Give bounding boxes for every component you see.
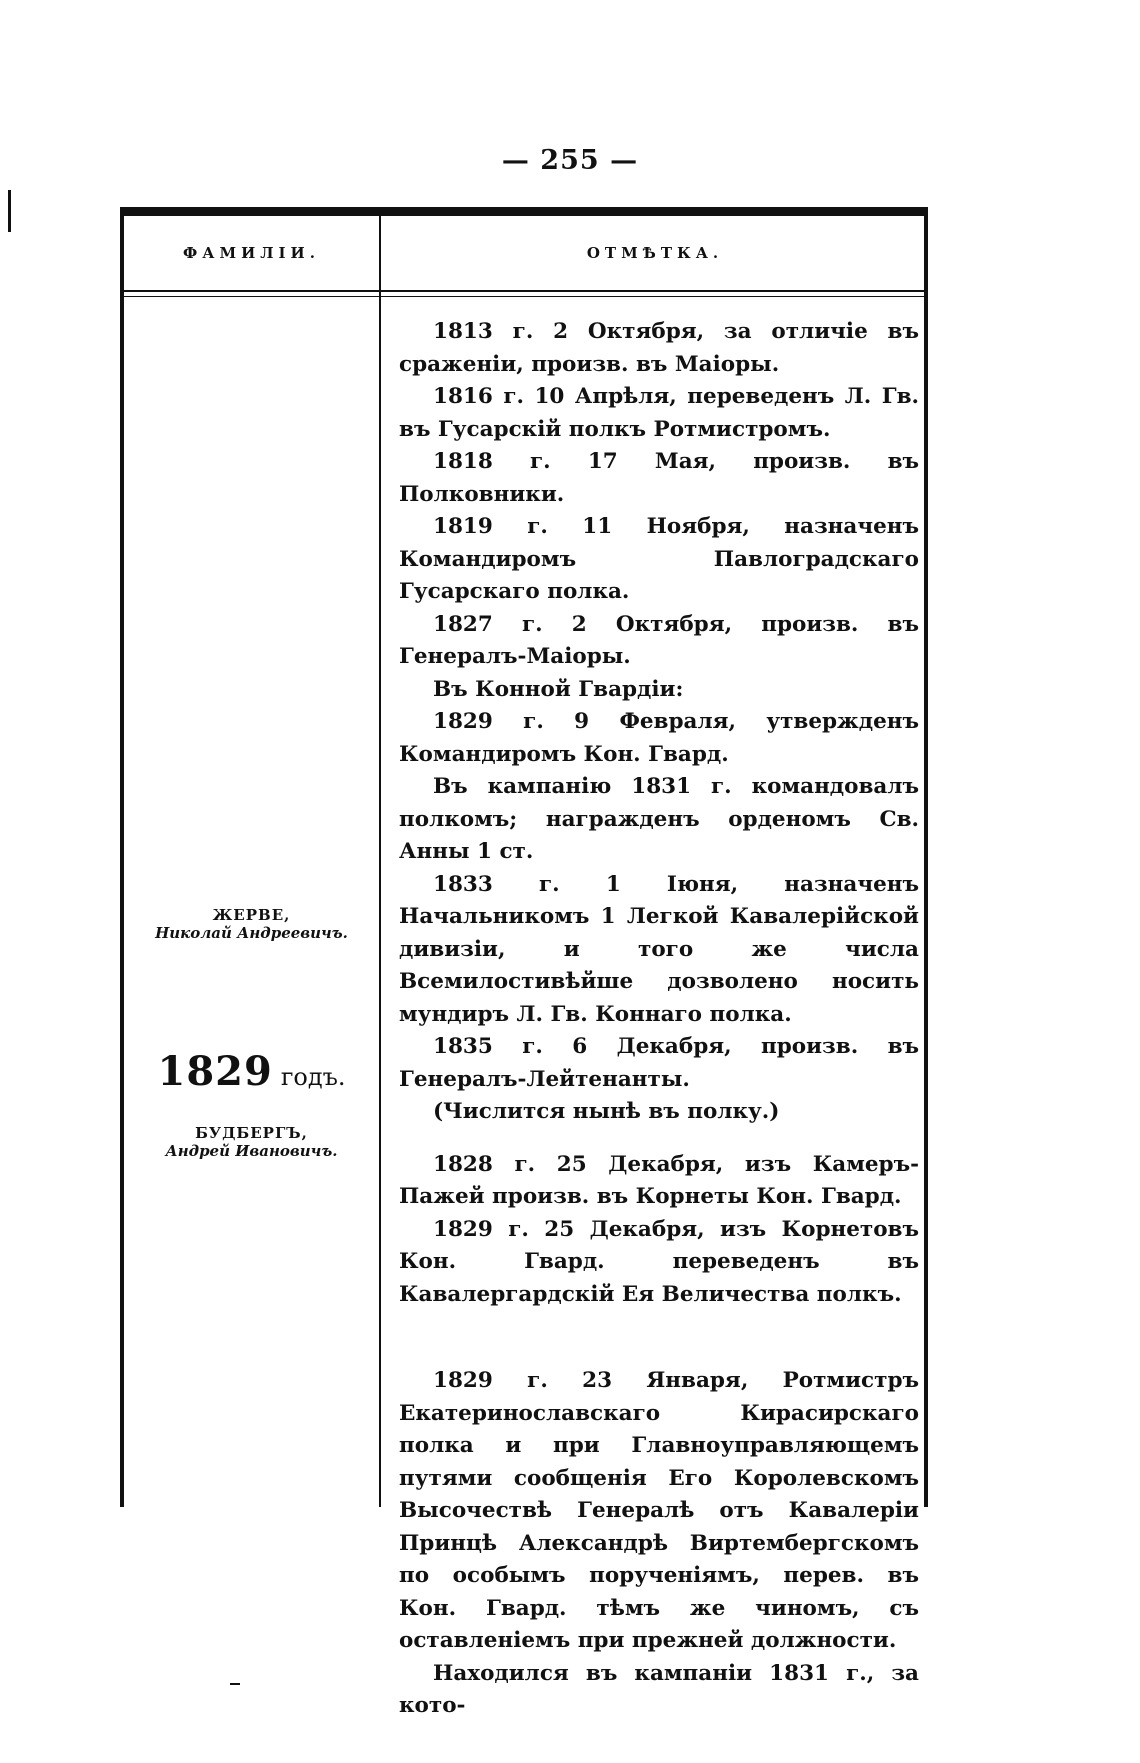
note-paragraph: 1833 г. 1 Іюня, назначенъ Начальникомъ 1 Легкой Кавалерійской дивизіи, и того же числа Всемилостивѣйше дозволено носить мундиръ Л. Гв. Коннаго полка. <box>399 871 919 1027</box>
entry-notes-2 <box>399 1149 919 1312</box>
page-number: — 255 — <box>501 145 639 176</box>
entry-notes-3 <box>399 1365 919 1723</box>
year-word: годъ. <box>280 1063 346 1091</box>
note-paragraph: 1829 г. 25 Декабря, изъ Корнетовъ Кон. Гвард. переведенъ въ Кавалергардскій Ея Величества полкъ. <box>399 1216 919 1307</box>
note-paragraph: 1829 г. 9 Февраля, утвержденъ Командиромъ Кон. Гвард. <box>399 709 919 767</box>
surname: БУДБЕРГЪ, <box>195 1124 308 1142</box>
given-name: Андрей Ивановичъ. <box>165 1142 338 1160</box>
note-paragraph: 1816 г. 10 Апрѣля, переведенъ Л. Гв. въ Гусарскій полкъ Ротмистромъ. <box>399 384 919 442</box>
note-paragraph: 1835 г. 6 Декабря, произв. въ Генералъ-Лейтенанты. <box>399 1034 919 1092</box>
note-paragraph: Находился въ кампаніи 1831 г., за кото- <box>399 1660 919 1718</box>
scan-mark <box>230 1683 240 1685</box>
note-paragraph: 1819 г. 11 Ноября, назначенъ Командиромъ Павлоградскаго Гусарскаго полка. <box>399 514 919 604</box>
note-paragraph: 1813 г. 2 Октября, за отличіе въ сраженіи, произв. въ Маіоры. <box>399 319 919 377</box>
surname: ЖЕРВЕ, <box>212 906 291 924</box>
notes-column <box>399 316 919 1723</box>
given-name: Николай Андреевичъ. <box>155 924 348 942</box>
header-surnames: ФАМИЛІИ. <box>183 244 320 262</box>
year-heading <box>124 1048 379 1095</box>
note-paragraph: 1818 г. 17 Мая, произв. въ Полковники. <box>399 449 919 507</box>
scan-mark <box>8 190 11 232</box>
note-paragraph: Въ Конной Гвардіи: <box>433 676 684 702</box>
header-notes: ОТМѢТКА. <box>586 244 724 262</box>
entry-notes-1 <box>399 316 919 1129</box>
entry-name-budberg <box>124 1124 379 1160</box>
entry-name-zherve <box>124 906 379 942</box>
note-paragraph: Въ кампанію 1831 г. командовалъ полкомъ; награжденъ орденомъ Св. Анны 1 ст. <box>399 774 919 864</box>
note-paragraph: 1827 г. 2 Октября, произв. въ Генералъ-Маіоры. <box>399 611 919 669</box>
note-paragraph: (Числится нынѣ въ полку.) <box>433 1099 780 1124</box>
column-divider <box>379 216 381 1507</box>
header-rule <box>124 290 924 297</box>
note-paragraph: 1829 г. 23 Января, Ротмистръ Екатеринославскаго Кирасирскаго полка и при Главноуправляющемъ путями сообщенія Его Королевскомъ Высочествѣ Генералѣ отъ Кавалеріи Принцѣ Александрѣ Виртембергскомъ по особымъ порученіямъ, перев. въ Кон. Гвард. тѣмъ же чиномъ, съ оставленіемъ при прежней должности. <box>399 1368 919 1653</box>
year-number: 1829 <box>157 1048 273 1095</box>
register-table <box>120 207 928 1718</box>
note-paragraph: 1828 г. 25 Декабря, изъ Камеръ-Пажей произв. въ Корнеты Кон. Гвард. <box>399 1151 919 1209</box>
